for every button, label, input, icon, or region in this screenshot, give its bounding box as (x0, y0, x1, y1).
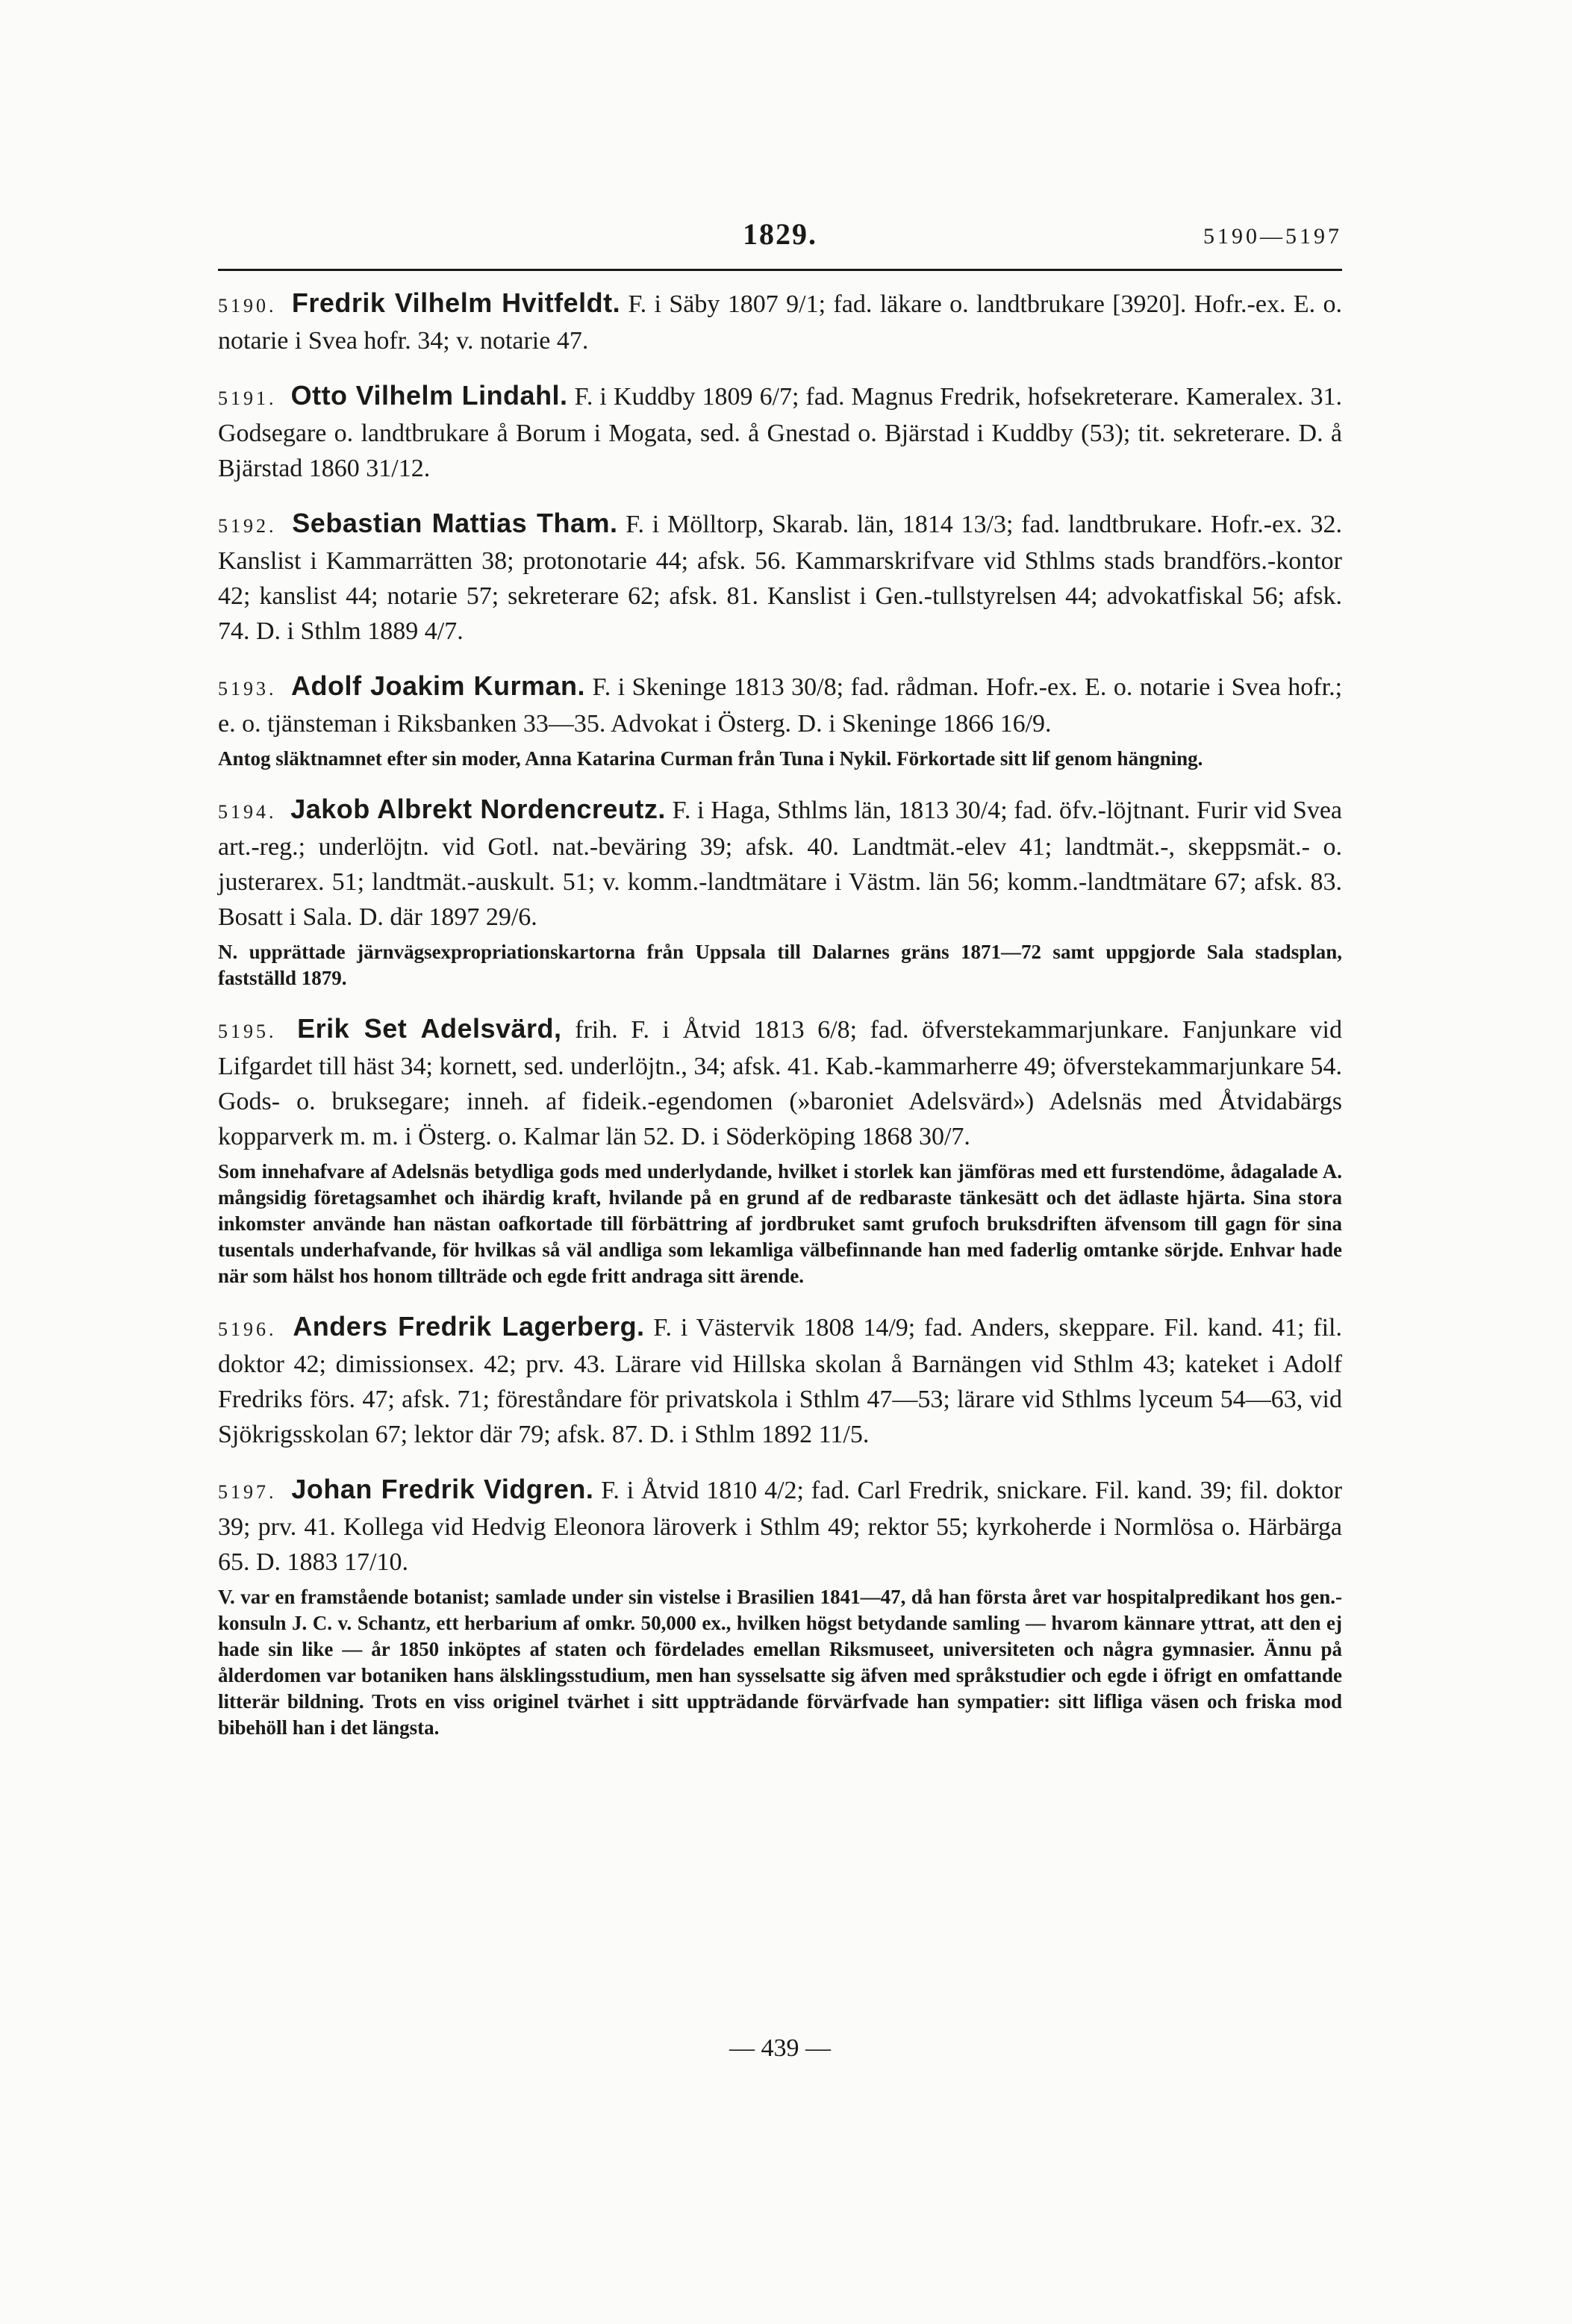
entry-number: 5192. (218, 515, 277, 537)
entry-text: F. i Skeninge 1813 30/8; fad. rådman. Hofr.-ex. E. o. notarie i Svea hofr.; e. o. tjänsteman i Riksbanken 33—35. Advokat i Österg. D. i Skeninge 1866 16/9. (218, 673, 1343, 738)
header-entry-range: 5190—5197 (1203, 224, 1342, 249)
entry-note: Antog släktnamnet efter sin moder, Anna Katarina Curman från Tuna i Nykil. Förkortade sitt lif genom hängning. (218, 747, 1203, 770)
entry-5193 (218, 668, 1342, 772)
entry-number: 5194. (218, 801, 277, 823)
entry-5197 (218, 1471, 1342, 1741)
entry-text: F. i Västervik 1808 14/9; fad. Anders, skeppare. Fil. kand. 41; fil. doktor 42; dimissionsex. 42; prv. 43. Lärare vid Hillska skolan å Barnängen vid Sthlm 43; kateket i Adolf Fredriks förs. 47; afsk. 71; föreståndare för privatskola i Sthlm 47—53; lärare vid Sthlms lyceum 54—63, vid Sjökrigsskolan 67; lektor där 79; afsk. 87. D. i Sthlm 1892 11/5. (218, 1314, 1342, 1448)
entry-name: Johan Fredrik Vidgren. (291, 1474, 594, 1504)
entry-5195 (218, 1011, 1342, 1289)
entry-note: Som innehafvare af Adelsnäs betydliga gods med underlydande, hvilket i storlek kan jämföras med ett furstendöme, ådagalade A. mångsidig företagsamhet och ihärdig kraft, hvilande på en grund af de redbaraste tänkesätt och det ädlaste hjärta. Sina stora inkomster använde han nästan oafkortade till förbättring af jordbruket samt grufoch bruksdriften äfvensom till gagn för sina tusentals underhafvande, för hvilkas så väl andliga som lekamliga välbefinnande han med faderlig omtanke sörjde. Enhvar hade när som hälst hos honom tillträde och egde fritt andraga sitt ärende. (218, 1160, 1342, 1287)
page-header (218, 216, 1342, 271)
entry-5192 (218, 505, 1342, 649)
entry-name: Jakob Albrekt Nordencreutz. (290, 794, 666, 824)
entry-text: F. i Åtvid 1810 4/2; fad. Carl Fredrik, snickare. Fil. kand. 39; fil. doktor 39; prv. 41. Kollega vid Hedvig Eleonora läroverk i Sthlm 49; rektor 55; kyrkoherde i Normlösa o. Härbärga 65. D. 1883 17/10. (218, 1477, 1343, 1576)
entry-text: F. i Säby 1807 9/1; fad. läkare o. landtbrukare [3920]. Hofr.-ex. E. o. notarie i Svea hofr. 34; v. notarie 47. (218, 290, 1343, 355)
entry-number: 5190. (218, 295, 277, 317)
entry-5191 (218, 378, 1342, 486)
entry-number: 5197. (218, 1481, 277, 1503)
entry-number: 5191. (218, 387, 277, 409)
entry-text: F. i Mölltorp, Skarab. län, 1814 13/3; fad. landtbrukare. Hofr.-ex. 32. Kanslist i Kammarrätten 38; protonotarie 44; afsk. 56. Kammarskrifvare vid Sthlms stads brandförs.-kontor 42; kanslist 44; notarie 57; sekreterare 62; afsk. 81. Kanslist i Gen.-tullstyrelsen 44; advokatfiskal 56; afsk. 74. D. i Sthlm 1889 4/7. (218, 511, 1343, 645)
entry-number: 5193. (218, 678, 277, 700)
entry-text: F. i Haga, Sthlms län, 1813 30/4; fad. öfv.-löjtnant. Furir vid Svea art.-reg.; underlöjtn. vid Gotl. nat.-beväring 39; afsk. 40. Landtmät.-elev 41; landtmät.-, skeppsmät.- o. justerarex. 51; landtmät.-auskult. 51; v. komm.-landtmätare i Västm. län 56; komm.-landtmätare 67; afsk. 83. Bosatt i Sala. D. där 1897 29/6. (218, 797, 1343, 931)
entry-note: N. upprättade järnvägsexpropriationskartorna från Uppsala till Dalarnes gräns 1871—72 samt uppgjorde Sala stadsplan, fastställd 1879. (218, 941, 1342, 989)
entry-name: Erik Set Adelsvärd, (297, 1013, 562, 1044)
entry-number: 5195. (218, 1021, 277, 1042)
entries-column (218, 285, 1342, 1760)
entry-5190 (218, 285, 1342, 358)
header-year: 1829. (743, 217, 817, 251)
entry-text: frih. F. i Åtvid 1813 6/8; fad. öfverstekammarjunkare. Fanjunkare vid Lifgardet till häst 34; kornett, sed. underlöjtn., 34; afsk. 41. Kab.-kammarherre 49; öfverstekammarjunkare 54. Gods- o. bruksegare; inneh. af fideik.-egendomen (»baroniet Adelsvärd») Adelsnäs med Åtvidabärgs kopparverk m. m. i Österg. o. Kalmar län 52. D. i Söderköping 1868 30/7. (218, 1016, 1343, 1150)
entry-name: Sebastian Mattias Tham. (292, 508, 618, 538)
entry-5194 (218, 791, 1342, 991)
entry-number: 5196. (218, 1318, 277, 1340)
entry-name: Adolf Joakim Kurman. (291, 670, 586, 701)
entry-name: Anders Fredrik Lagerberg. (293, 1311, 645, 1342)
entry-name: Otto Vilhelm Lindahl. (290, 380, 568, 411)
entry-text: F. i Kuddby 1809 6/7; fad. Magnus Fredrik, hofsekreterare. Kameralex. 31. Godsegare o. landtbrukare å Borum i Mogata, sed. å Gnestad o. Bjärstad i Kuddby (53); tit. sekreterare. D. å Bjärstad 1860 31/12. (218, 383, 1342, 482)
entry-5196 (218, 1309, 1342, 1452)
page-number: — 439 — (729, 2034, 831, 2062)
entry-note: V. var en framstående botanist; samlade under sin vistelse i Brasilien 1841—47, då han första året var hospitalpredikant hos gen.-konsuln J. C. v. Schantz, ett herbarium af omkr. 50,000 ex., hvilken högst betydande samling — hvarom kännare yttrat, att den ej hade sin like — år 1850 inköptes af staten och fördelades emellan Riksmuseet, universiteten och några gymnasier. Ännu på ålderdomen var botaniken hans älsklingsstudium, men han sysselsatte sig äfven med språkstudier och egde i öfrigt en omfattande litterär bildning. Trots en viss originel tvärhet i sitt uppträdande förvärfvade han sympatier: sitt lifliga väsen och friska mod bibehöll han i det längsta. (218, 1586, 1342, 1739)
entry-name: Fredrik Vilhelm Hvitfeldt. (291, 287, 621, 318)
